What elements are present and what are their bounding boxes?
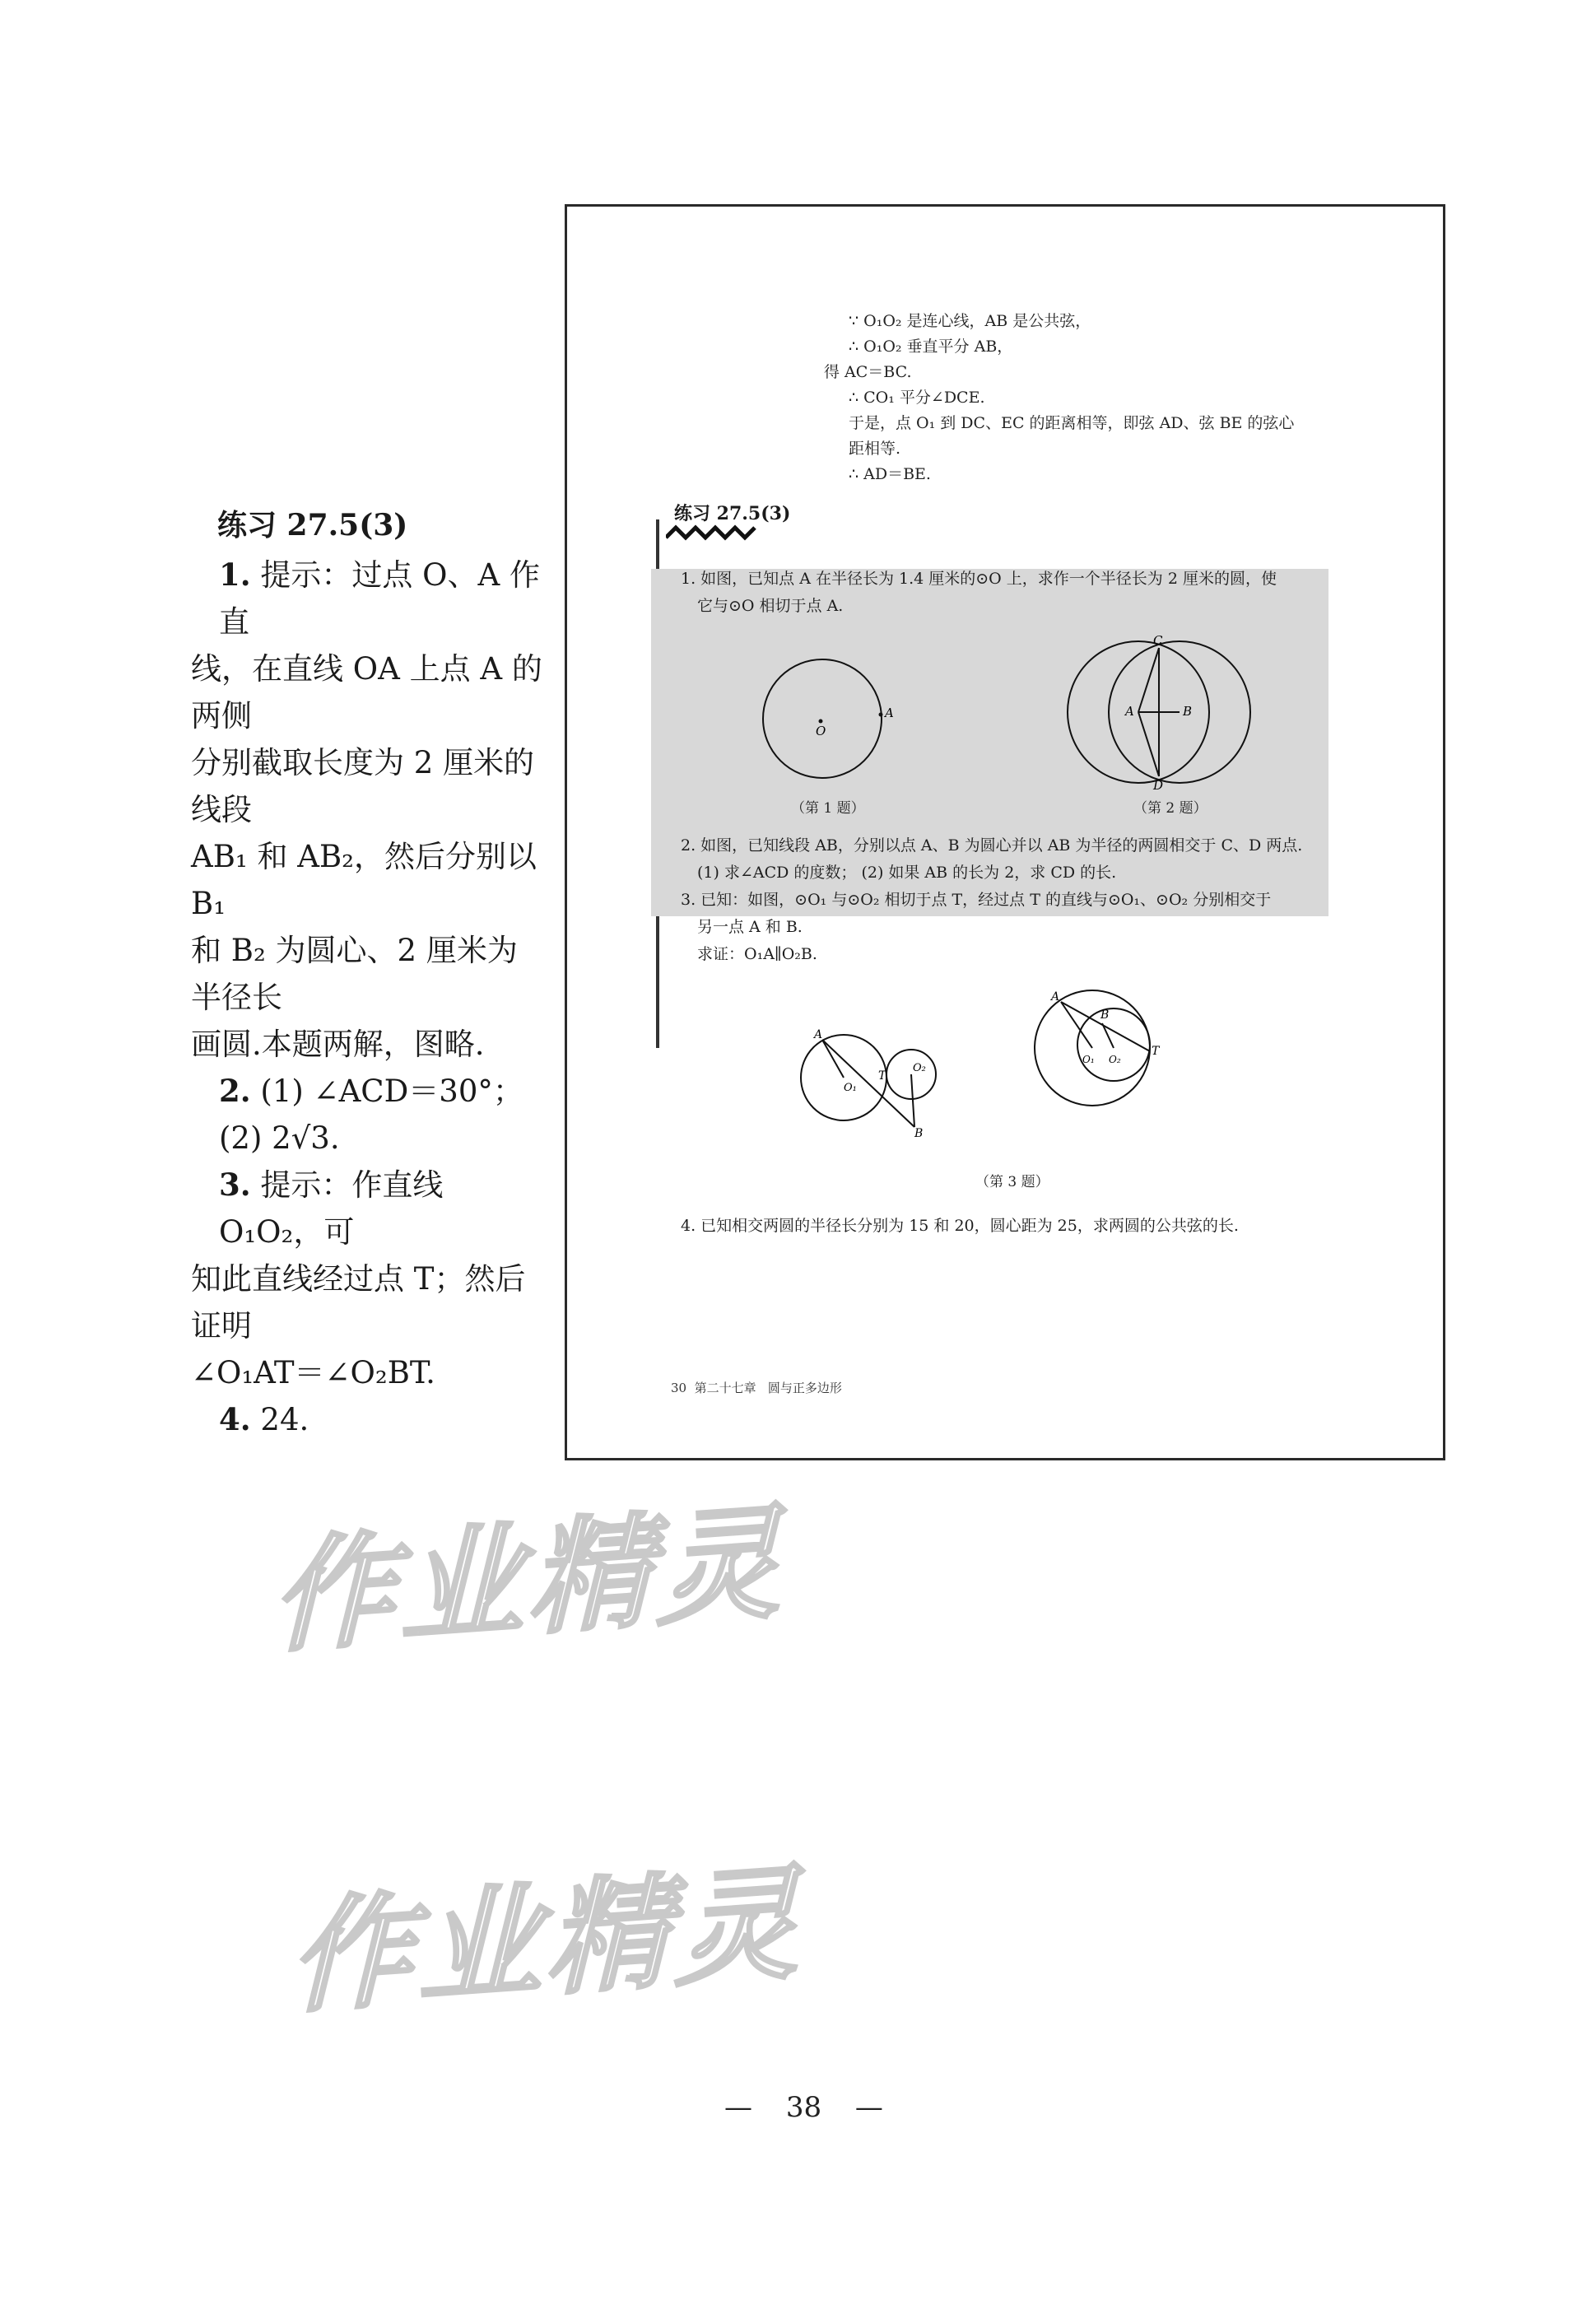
figure-3-internal [1028,984,1176,1107]
proof-block [824,309,1417,487]
answer-1-line: AB₁ 和 AB₂，然后分别以 B₁ [191,839,537,921]
figure-3-caption: （第 3 题） [975,1174,1049,1190]
book-footer: 30 第二十七章 圆与正多边形 [671,1381,842,1395]
label-t2: T [1152,1045,1160,1058]
answer-3-line: 提示：作直线 O₁O₂，可 [219,1167,444,1250]
answer-2b: (2) 2√3. [219,1120,340,1156]
answer-3-number: 3. [219,1167,251,1203]
center-o-point [819,720,823,724]
page-number: 38 [785,2091,822,2124]
watermark: 作业精灵 [272,1491,786,1670]
label-d: D [1153,778,1164,793]
segment-ca [1138,648,1159,712]
label-a: A [885,706,894,720]
label-c: C [1153,633,1163,648]
label-a2: A [1125,704,1134,719]
label-t: T [878,1069,886,1083]
question-2-line: (1) 求∠ACD 的度数； (2) 如果 AB 的长为 2，求 CD 的长. [697,864,1117,882]
line-o2b [911,1074,914,1127]
proof-line: ∴ CO₁ 平分∠DCE. [849,389,985,407]
zigzag-decoration [666,521,765,543]
circle-o [763,659,882,778]
answer-3-line: 知此直线经过点 T；然后证明 [191,1261,526,1344]
line-o2b2 [1102,1023,1114,1048]
label-o2b: O₂ [1109,1054,1121,1065]
answer-3-line: ∠O₁AT＝∠O₂BT. [191,1355,435,1390]
line-o1a2 [1061,1002,1092,1048]
label-a4: A [1051,990,1060,1004]
answer-2 [191,1068,545,1162]
figure-3-external [798,1015,954,1139]
line-o1a [822,1040,844,1078]
answer-column [191,502,545,1443]
answer-1-line: 提示：过点 O、A 作直 [219,557,540,640]
proof-line: ∴ AD＝BE. [849,465,931,483]
figure-1-caption: （第 1 题） [791,800,865,817]
page-number-block [724,2091,883,2124]
answer-1 [191,552,545,1068]
question-1-line: 它与⊙O 相切于点 A. [697,597,844,615]
label-a3: A [814,1028,823,1041]
proof-line: 距相等. [849,440,901,458]
question-3-line: 另一点 A 和 B. [697,918,803,936]
question-3-line: 求证：O₁A∥O₂B. [697,945,817,963]
exercise-title: 练习 27.5(3) [674,503,791,524]
figure-2-caption: （第 2 题） [1133,800,1207,817]
figure-1 [756,648,921,796]
proof-line: 得 AC＝BC. [824,363,912,381]
segment-ad [1138,712,1159,776]
question-4: 4. 已知相交两圆的半径长分别为 15 和 20，圆心距为 25，求两圆的公共弦的长. [681,1217,1239,1235]
question-1-line: 1. 如图，已知点 A 在半径长为 1.4 厘米的⊙O 上，求作一个半径长为 2 厘米的圆，使 [681,570,1277,588]
answer-1-line: 分别截取长度为 2 厘米的线段 [191,745,535,827]
question-2-line: 2. 如图，已知线段 AB，分别以点 A、B 为圆心并以 AB 为半径的两圆相交于 C、D 两点. [681,836,1303,855]
question-3-line: 3. 已知：如图，⊙O₁ 与⊙O₂ 相切于点 T，经过点 T 的直线与⊙O₁、⊙O₂ 分别相交于 [681,891,1272,909]
proof-line: ∵ O₁O₂ 是连心线，AB 是公共弦， [849,312,1091,330]
watermark: 作业精灵 [290,1851,804,2031]
page-number-dash-left: — [724,2091,752,2124]
label-b4: B [1100,1008,1110,1022]
answer-section-title: 练习 27.5(3) [217,508,408,543]
label-o1b: O₁ [1082,1054,1095,1065]
answer-1-number: 1. [219,557,251,593]
answer-4-text: 24. [260,1402,309,1437]
answer-1-line: 线，在直线 OA 上点 A 的两侧 [191,651,542,734]
proof-line: ∴ O₁O₂ 垂直平分 AB， [849,338,1013,356]
answer-1-line: 画圆.本题两解，图略. [191,1027,485,1062]
answer-4-number: 4. [219,1401,251,1437]
question-2 [681,832,1356,887]
textbook-page-image [565,204,1445,1460]
page-number-dash-right: — [854,2091,883,2124]
answer-4 [191,1396,545,1443]
question-3 [681,887,1356,968]
question-1 [681,566,1339,620]
label-o1: O₁ [844,1082,857,1094]
figure-2 [1053,630,1300,794]
answer-3 [191,1162,545,1396]
answer-1-line: 和 B₂ 为圆心、2 厘米为半径长 [191,933,518,1015]
label-o2: O₂ [913,1062,926,1074]
answer-2-number: 2. [219,1073,251,1109]
label-b3: B [914,1127,924,1139]
label-o: O [816,724,826,738]
answer-2a: (1) ∠ACD＝30°； [260,1074,523,1109]
label-b: B [1183,704,1193,719]
point-a [879,713,883,717]
proof-line: 于是，点 O₁ 到 DC、EC 的距离相等，即弦 AD、弦 BE 的弦心 [849,414,1295,432]
